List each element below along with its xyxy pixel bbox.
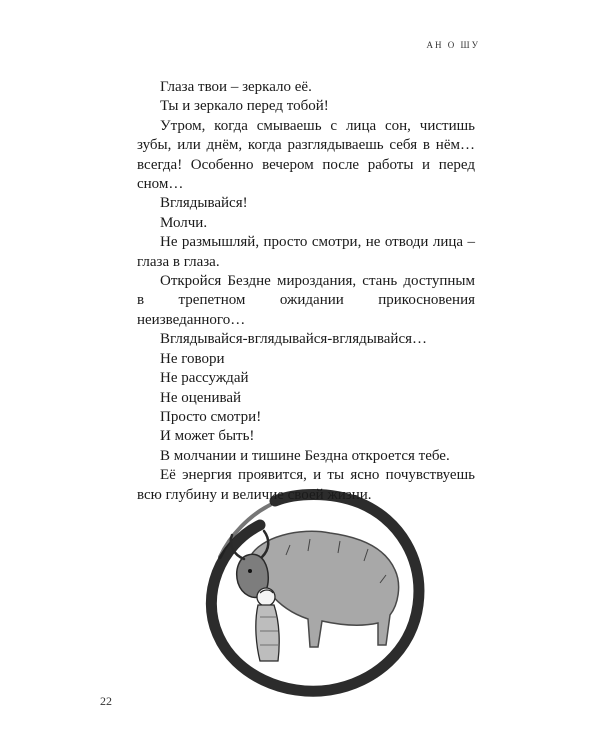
paragraph: Её энергия проявится, и ты ясно почувствуешь всю глубину и величие своей жизни.	[137, 467, 475, 503]
paragraph: Откройся Бездне мироздания, стань доступным в трепетном ожидании прикосновения неизведанного…	[137, 273, 475, 328]
paragraph: Вглядывайся!	[160, 195, 248, 212]
paragraph: Просто смотри!	[160, 408, 262, 425]
paragraph: Ты и зеркало перед тобой!	[160, 98, 329, 115]
paragraph: Глаза твои – зеркало её.	[160, 79, 312, 95]
paragraph: Утром, когда смываешь с лица сон, чистишь зубы, или днём, когда разглядываешь себя в нём… всегда! Особенно вечером после работы и перед сном…	[137, 117, 475, 193]
ink-illustration	[190, 485, 430, 705]
paragraph: В молчании и тишине Бездна откроется тебе.	[160, 447, 450, 464]
paragraph: Не говори	[160, 350, 225, 367]
paragraph: Вглядывайся-вглядывайся-вглядывайся…	[160, 331, 427, 348]
yak-and-child-illustration	[190, 485, 430, 705]
paragraph: Не размышляй, просто смотри, не отводи лица – глаза в глаза.	[137, 234, 475, 270]
paragraph: Не рассуждай	[160, 370, 249, 387]
paragraph: И может быть!	[160, 428, 255, 445]
paragraph: Не оценивай	[160, 389, 242, 406]
paragraph: Молчи.	[160, 214, 208, 231]
page-number: 22	[100, 694, 112, 708]
body-text	[137, 78, 475, 505]
running-head: АН О ШУ	[426, 40, 480, 50]
